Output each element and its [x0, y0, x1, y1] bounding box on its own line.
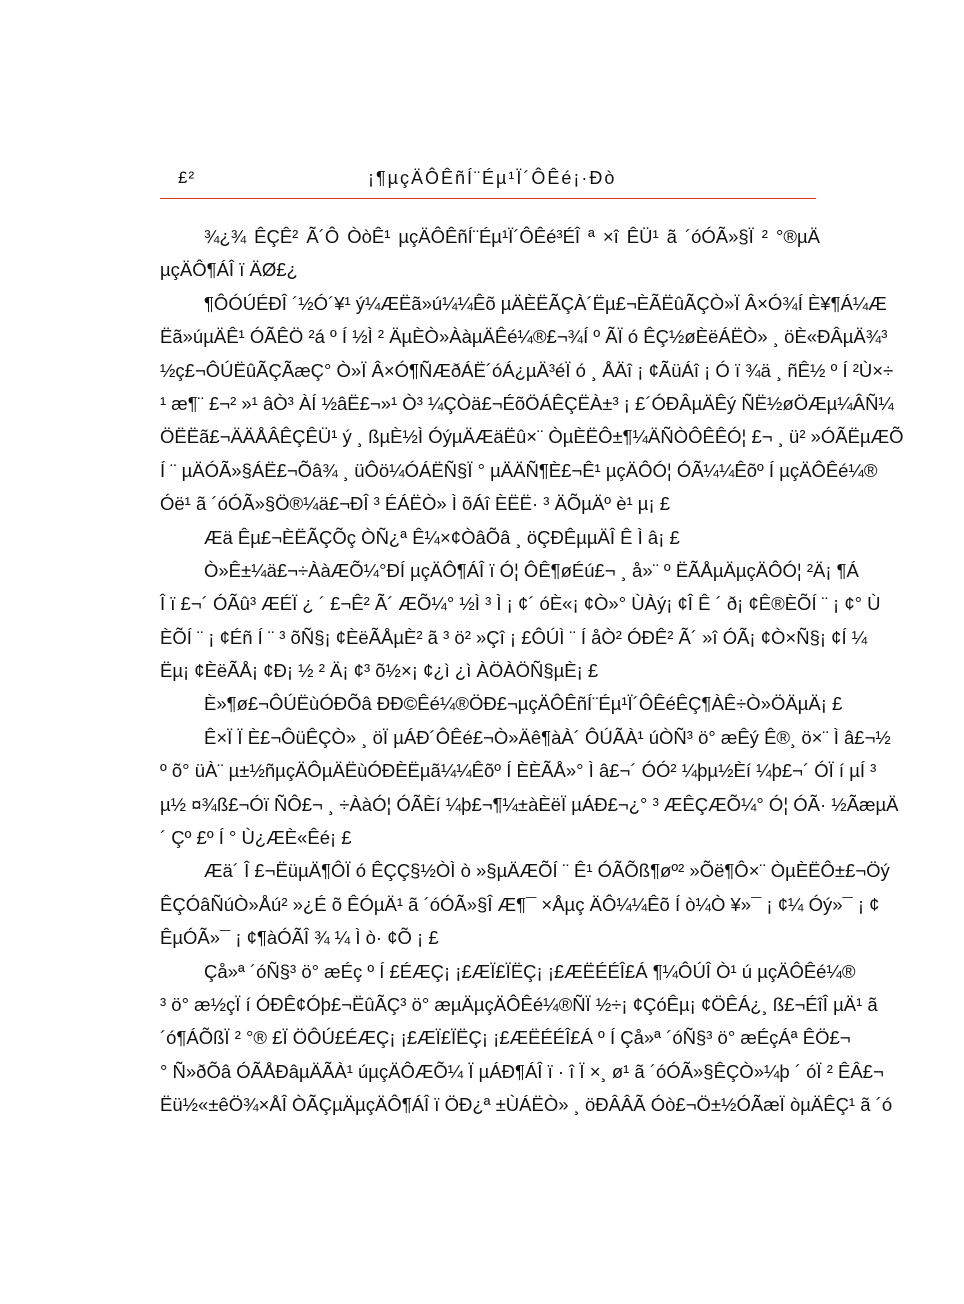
text-line: Æä´ Î £¬ËüµÄ¶ÔÏ ó ÊÇÇ§½ÒÌ ò »§µÄÆÕÍ ¨ Ê¹ ÓÃÕß¶øº² »Õë¶Ô×¨ ÒµÈËÔ±£¬Öý [204, 860, 890, 882]
text-line: Ëü½«±êÖ¾×ÅÎ ÒÃÇµÄµçÄÔ¶ÁÎ ï ÖÐ¿ª ±ÙÁËÒ» ¸ öÐÂÂÃ Óò£¬Ö±½ÓÃæÏ òµÄÊÇ¹ ã ´ó [160, 1094, 893, 1116]
text-line: ¹ æ¶¨ £¬² »¹ âÒ³ ÀÍ ½âË£¬»¹ Ò³ ¼ÇÒä£¬ÉõÖÁÊÇËÀ±³ ¡ £´ÓÐÂµÄÊý ÑЁ½øÖÆµ¼ÂÑ¼ [160, 392, 894, 414]
text-line: µçÄÔ¶ÁÎ ï ÄØ£¿ [160, 259, 298, 281]
text-line: ¾¿¾ ÊÇÊ² Ã´Ô ÒòÊ¹ µçÄÔÊñÍ¨Éµ¹Ï´ÔÊé³ÉÎ ª ×î ÊÜ¹ ã ´óÓÃ»§Ï ² °®µÄ [204, 226, 820, 247]
text-line: ° Ñ»ðÕâ ÓÃÅÐâµÄÃÀ¹ úµçÄÔÆÕ¼ Ï µÁÐ¶ÁÎ ï · î Ï ×¸ ø¹ ã ´óÓÃ»§ÊÇÒ»¼þ ´ óÏ ² ÊÂ£¬ [160, 1060, 884, 1082]
header-rule [160, 198, 816, 199]
text-line: µ½ ¤¾ß£¬Óï ÑÔ£¬ ¸ ÷ÀàÓ¦ ÓÃÈí ¼þ£¬¶¼±àÈëÏ µÁÐ£¬¿° ³ ÆÊÇÆÕ¼° Ó¦ ÓÃ· ½ÃæµÄ [160, 793, 899, 815]
page-number: £² [178, 168, 196, 187]
text-line: º õ° üÀ¨ µ±½ñµçÄÔµÄËùÓÐÈËµã¼¼Êõº Í ÈÈÃÅ»° Ì â£¬´ ÓÓ² ¼þµ½Èí ¼þ£¬´ ÓÏ í µÍ ³ [160, 760, 877, 782]
text-line: Óë¹ ã ´óÓÃ»§Ö®¼ä£¬ÐÎ ³ ÉÁËÒ» Ì õÁî ÈËË· ³ ÄÕµÄº è¹ µ¡ £ [160, 493, 671, 515]
text-line: Ëã»úµÄÊ¹ ÓÃÊÖ ²á º Í ½Ì ² ÄµÈÒ»ÀàµÄÊé¼®£¬¾Í º ÃÏ ó ÊÇ½øÈëÁËÒ» ¸ öÈ«ÐÂµÄ¾³ [160, 326, 888, 348]
body-text [160, 220, 904, 1122]
text-line: ÊÇÓâÑúÒ»Åú² »¿É õ ÊÓµÄ¹ ã ´óÓÃ»§Î Æ¶¯ ×Åµç ÄÔ¼¼Êõ Í ò¼Ò ¥»¯ ¡ ¢¼ Óý»¯ ¡ ¢ [160, 893, 880, 915]
text-line: Æä Êµ£¬ÈËÃÇÕç ÒÑ¿ª Ê¼×¢ÒâÕâ ¸ öÇÐÊµµÄÎ Ê Ì â¡ £ [204, 526, 680, 548]
text-line: ÖËËã£¬ÄÄÅÂÊÇÊÜ¹ ý ¸ ßµÈ½Ì ÓýµÄÆäËû×¨ ÒµÈËÔ±¶¼ÄÑÒÔÊÊÓ¦ £¬ ¸ ü² »ÓÃËµÆÕ [160, 426, 904, 448]
text-line: Çå»ª ´óÑ§³ ö° æÉç º Í £ÉÆÇ¡ ¡£ÆÏ£ÏËÇ¡ ¡£ÆËÉÉÎ£Á ¶¼ÔÚÎ Ò¹ ú µçÄÔÊé¼® [204, 960, 856, 982]
text-line: Ê×Ï Ï È£¬ÔüÊÇÒ» ¸ öÏ µÁÐ´ÔÊé£¬Ò»Äê¶àÀ´ ÔÚÃÀ¹ úÒÑ³ ö° æÊý Ê®¸ ö×¨ Ì â£¬½ [204, 726, 891, 748]
text-line: È»¶ø£¬ÔÚËùÓÐÕâ ÐÐ©Êé¼®ÖÐ£¬µçÄÔÊñÍ¨Éµ¹Ï´ÔÊéÊÇ¶ÀÊ÷Ò»ÖÄµÄ¡ £ [204, 693, 843, 715]
text-line: ´ Çº £º Í ° Ù¿ÆÈ«Êé¡ £ [160, 827, 352, 849]
text-line: ÈÕÍ ¨ ¡ ¢Éñ Í ¨ ³ õÑ§¡ ¢ÈëÃÅµÈ² ã ³ ö² »Çî ¡ £ÔÚÌ ¨ Í åÒ² ÓÐÊ² Ã´ »î ÓÃ¡ ¢Ò×Ñ§¡ ¢Í ¼ [160, 626, 868, 648]
text-line: Ëµ¡ ¢ÈëÃÅ¡ ¢Ð¡ ½ ² Ä¡ ¢³ õ½×¡ ¢¿ì ¿ì ÀÖÀÖÑ§µÈ¡ £ [160, 660, 599, 682]
text-line: ÊµÓÃ»¯ ¡ ¢¶àÓÃÎ ¾ ¼ Ì ò· ¢Õ ¡ £ [160, 927, 439, 949]
running-header [160, 168, 816, 194]
text-line: Î ï £¬´ ÓÃû³ ÆÉÏ ¿ ´ £¬Ê² Ã´ ÆÕ¼° ½Ì ³ Ì ¡ ¢´ óÈ«¡ ¢Ò»° ÙÀý¡ ¢Î Ê ´ ð¡ ¢Ê®ÈÕÍ ¨ ¡ ¢° Ù [160, 593, 881, 615]
text-line: Í ¨ µÄÓÃ»§ÁË£¬Õâ¾ ¸ üÔö¼ÓÁËÑ§Ï ° µÄÄÑ¶È£¬Ê¹ µçÄÔÓ¦ ÓÃ¼¼Êõº Í µçÄÔÊé¼® [160, 459, 878, 481]
text-line: ¶ÔÓÚÉÐÎ ´½Ó´¥¹ ý¼ÆËã»ú¼¼Êõ µÄÈËÃÇÀ´Ëµ£¬ÈÃËûÃÇÒ»Ï Â×Ó¾Í È¥¶Á¼Æ [204, 292, 887, 314]
text-line: ´ó¶ÁÕßÏ ² °® £Ï ÖÔÚ£ÉÆÇ¡ ¡£ÆÏ£ÏËÇ¡ ¡£ÆËÉÉÎ£Á º Í Çå»ª ´óÑ§³ ö° æÉçÁª ÊÖ£¬ [160, 1027, 851, 1049]
running-title: ¡¶µçÄÔÊñÍ¨Éµ¹Ï´ÔÊé¡·Ðò [368, 168, 617, 188]
text-line: ½ç£¬ÔÚËûÃÇÃæÇ° Ò»Ï Â×Ó¶ÑÆðÁË´óÁ¿µÄ³éÏ ó ¸ ÅÄî ¡ ¢ÃüÁî ¡ Ó ï ¾ä ¸ ñÊ½ º Í ²Ù×÷ [160, 359, 894, 381]
text-line: ³ ö° æ½çÏ í ÓÐÊ¢Óþ£¬ËûÃÇ³ ö° æµÄµçÄÔÊé¼®ÑÏ ½÷¡ ¢ÇóÊµ¡ ¢ÖÊÁ¿¸ ß£¬ÉîÎ µÄ¹ ã [160, 993, 878, 1015]
text-line: Ò»Ê±¼ä£¬÷ÀàÆÕ¼°ÐÍ µçÄÔ¶ÁÎ ï Ó¦ ÔÊ¶øÉú£¬ ¸ å»¨ º ËÃÅµÄµçÄÔÓ¦ ²Ä¡ ¶Á [204, 559, 859, 581]
